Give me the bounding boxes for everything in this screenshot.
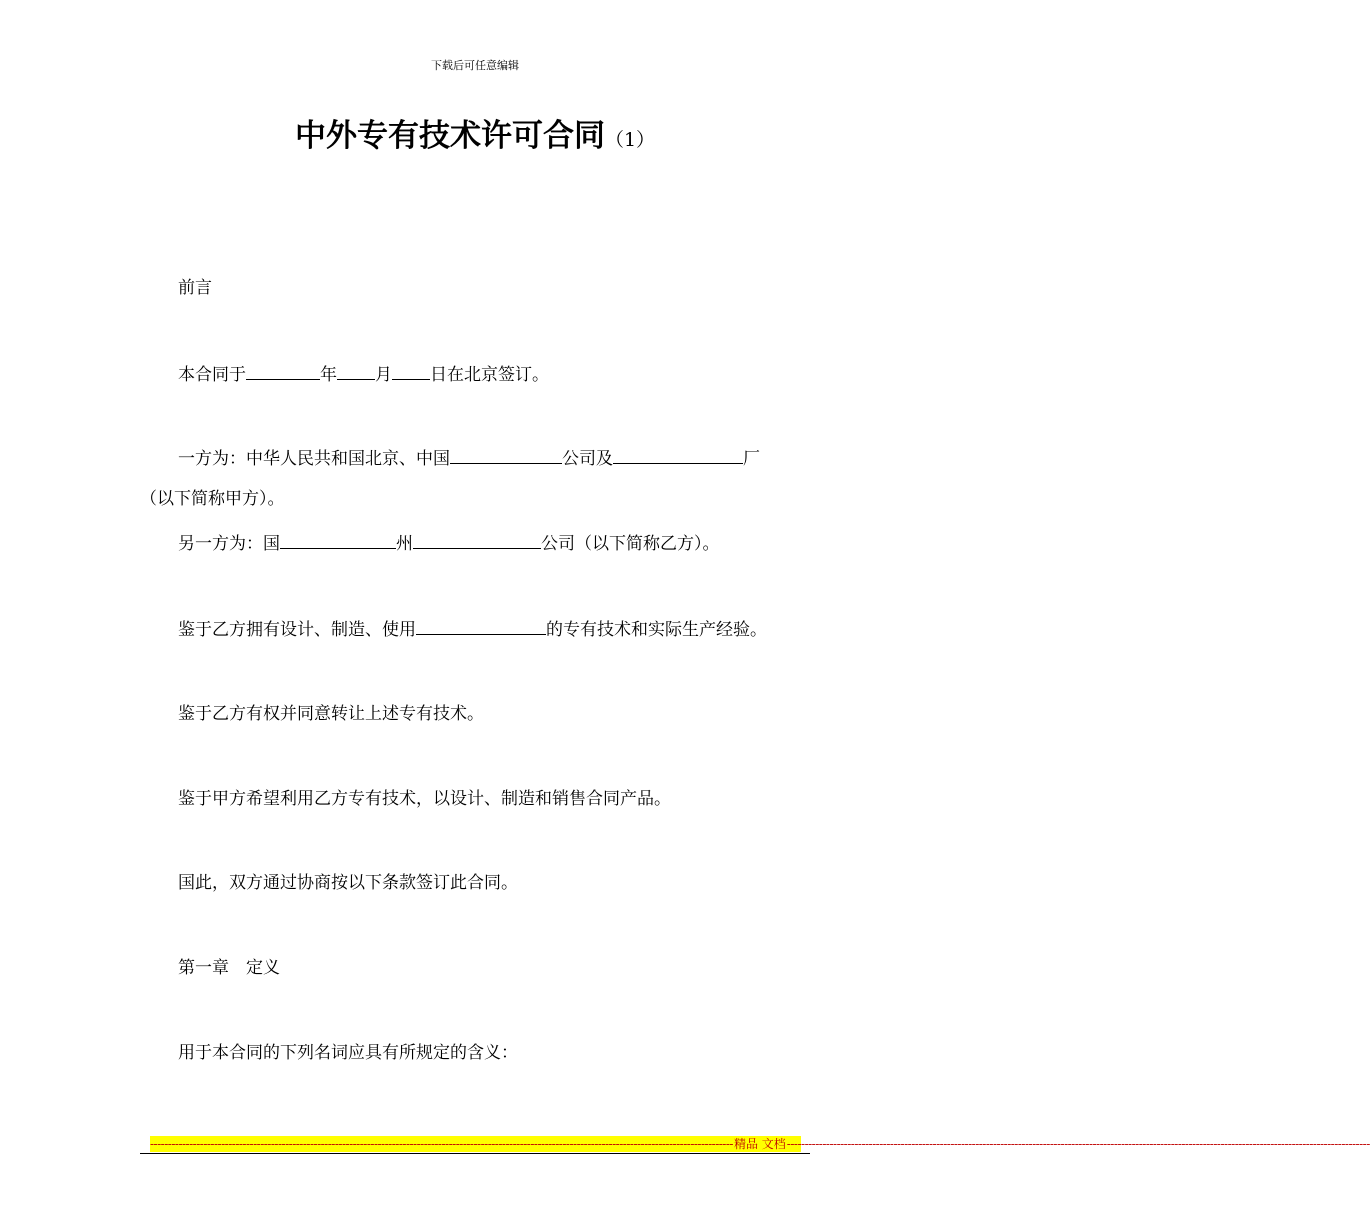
signing-text-3: 月 <box>375 365 392 385</box>
document-title <box>0 114 950 162</box>
whereas-1-paragraph <box>178 617 767 642</box>
party-a-paragraph <box>178 446 760 471</box>
party-b-paragraph <box>178 531 720 556</box>
therefore-paragraph: 国此，双方通过协商按以下条款签订此合同。 <box>178 873 518 893</box>
blank-state-b <box>413 531 541 549</box>
blank-factory-a <box>613 446 743 464</box>
party-b-text-3: 公司（以下简称乙方）。 <box>541 534 720 554</box>
blank-month <box>337 362 375 380</box>
footer-dash-left: -------------------------------------------------------------------------------------------------------------------------------------------------------------------- <box>150 1137 733 1151</box>
whereas-2-paragraph: 鉴于乙方有权并同意转让上述专有技术。 <box>178 704 484 724</box>
party-a-continuation: （以下简称甲方）。 <box>140 489 285 509</box>
definitions-intro-paragraph: 用于本合同的下列名词应具有所规定的含义： <box>178 1043 518 1063</box>
footer-watermark-band <box>150 1136 1370 1152</box>
party-b-text-1: 另一方为：国 <box>178 534 280 554</box>
chapter-1-heading: 第一章 定义 <box>178 958 280 978</box>
footer-dash-right: -------------------------------------------------------------------------------------------------------------------------------------------------------------------- <box>786 1137 1370 1151</box>
signing-paragraph <box>178 362 549 387</box>
signing-text-1: 本合同于 <box>178 365 246 385</box>
signing-text-2: 年 <box>320 365 337 385</box>
document-title-suffix: （1） <box>604 129 656 151</box>
blank-day <box>392 362 430 380</box>
party-a-text-1: 一方为：中华人民共和国北京、中国 <box>178 449 450 469</box>
page-header-note: 下载后可任意编辑 <box>431 59 519 72</box>
blank-year <box>246 362 320 380</box>
party-a-text-3: 厂 <box>743 449 760 469</box>
whereas-3-paragraph: 鉴于甲方希望利用乙方专有技术，以设计、制造和销售合同产品。 <box>178 789 671 809</box>
footer-label: 精品 文档 <box>733 1137 786 1151</box>
signing-text-4: 日在北京签订。 <box>430 365 549 385</box>
whereas-1-text-1: 鉴于乙方拥有设计、制造、使用 <box>178 620 416 640</box>
footer-rule <box>140 1153 810 1154</box>
whereas-1-text-2: 的专有技术和实际生产经验。 <box>546 620 767 640</box>
document-title-main: 中外专有技术许可合同 <box>294 118 605 154</box>
blank-technology <box>416 617 546 635</box>
blank-company-a <box>450 446 562 464</box>
party-b-text-2: 州 <box>396 534 413 554</box>
party-a-text-2: 公司及 <box>562 449 613 469</box>
preface-heading: 前言 <box>178 278 212 298</box>
blank-country-b <box>280 531 396 549</box>
